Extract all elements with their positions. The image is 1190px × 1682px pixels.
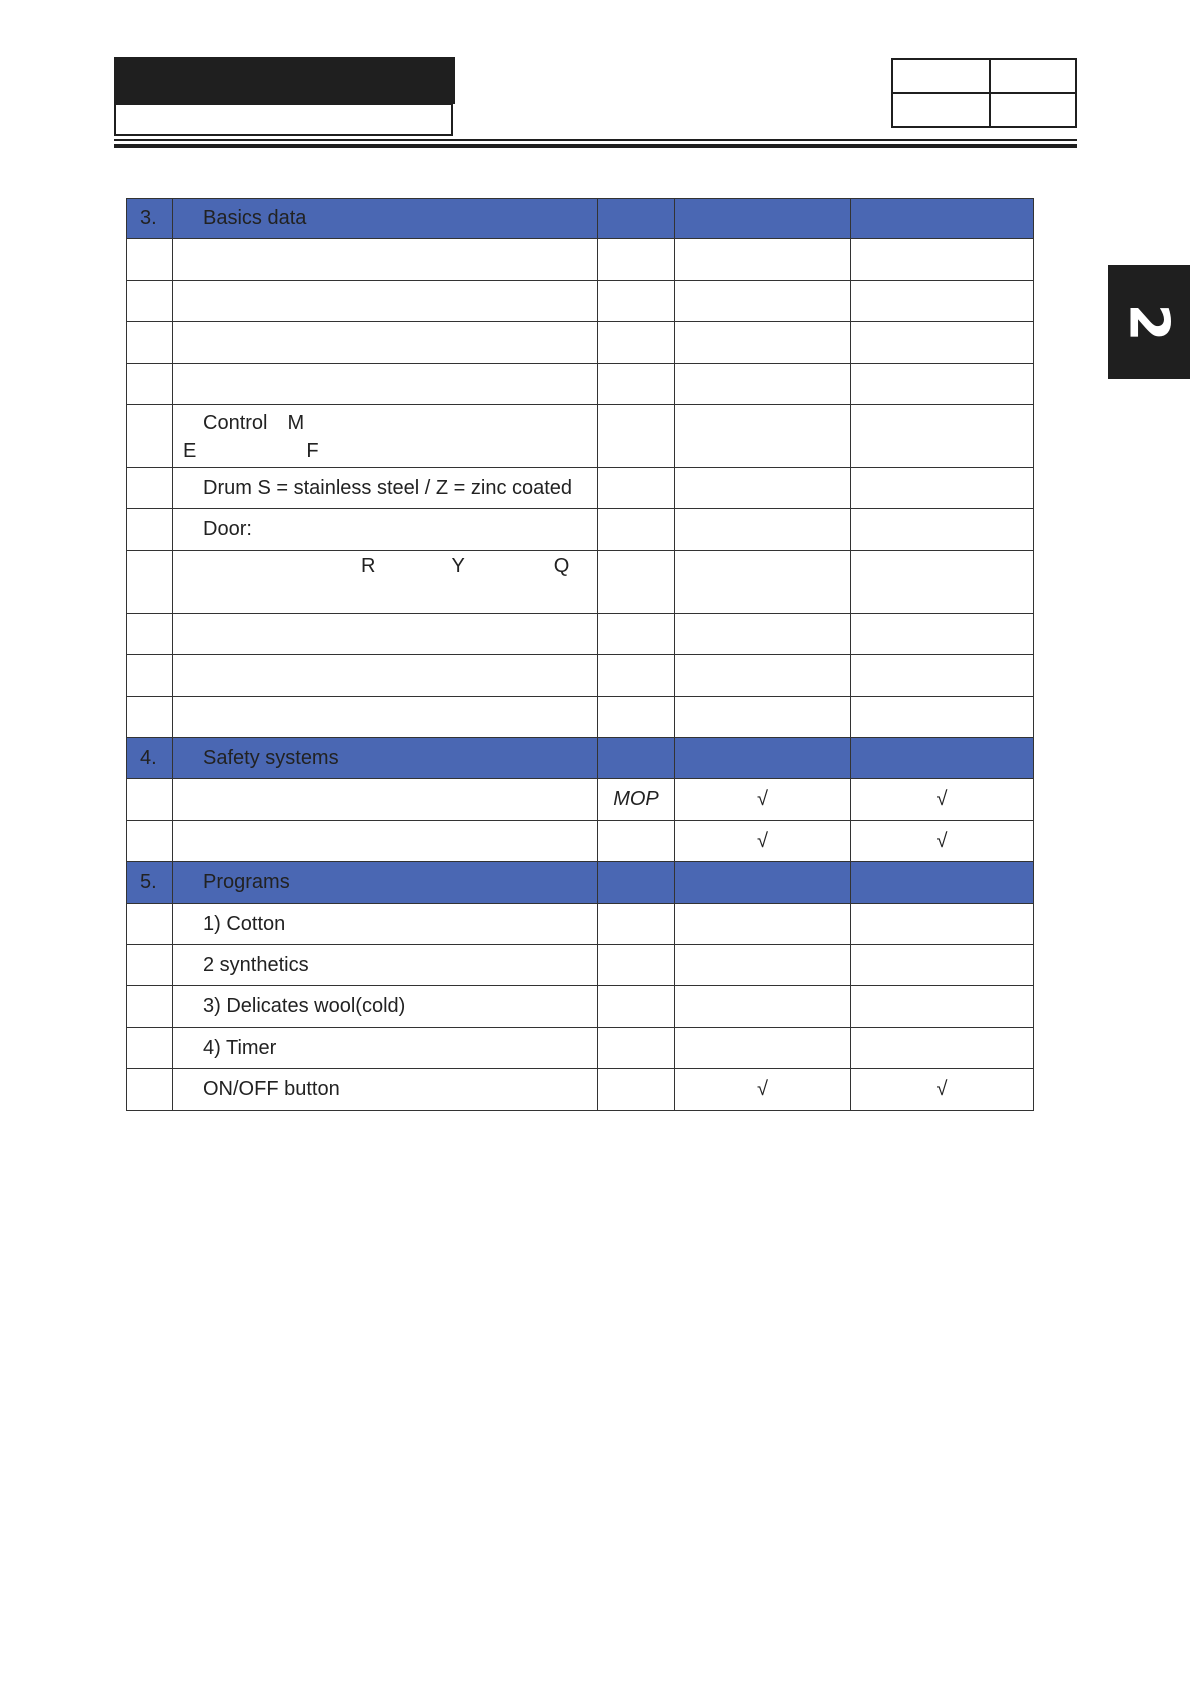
control-m: M [287,412,305,434]
control-label: Control [203,412,268,434]
table-row [127,697,1034,738]
table-row [127,1069,1034,1111]
check-mark: √ [675,779,851,821]
table-row [127,986,1034,1028]
table-row [127,779,1034,821]
program-cotton: 1) Cotton [173,904,598,945]
table-row [127,904,1034,945]
section-header-basics [127,199,1034,239]
control-e: E [183,440,197,462]
table-row [127,1028,1034,1069]
check-mark: √ [851,821,1034,862]
section-number: 4. [127,738,173,779]
chapter-number: 2 [1117,303,1181,341]
table-row [127,821,1034,862]
color-y: Y [451,555,465,577]
program-onoff: ON/OFF button [173,1069,598,1111]
drum-label: Drum S = stainless steel / Z = zinc coated [173,468,598,509]
section-number: 5. [127,862,173,904]
color-cell [173,551,598,614]
section-title: Programs [173,862,598,904]
program-synthetics: 2 synthetics [173,945,598,986]
table-row-control [127,405,1034,468]
header-black-bar [114,57,455,104]
door-label: Door: [173,509,598,551]
chapter-tab [1108,265,1190,379]
table-row [127,945,1034,986]
header-white-box [114,103,453,136]
color-q: Q [553,555,570,577]
section-title: Basics data [173,199,598,239]
section-title: Safety systems [173,738,598,779]
corner-cell [990,93,1076,127]
control-f: F [306,440,319,462]
header-rule-thin [114,139,1077,141]
table-row [127,614,1034,655]
table-row [127,364,1034,405]
section-header-programs [127,862,1034,904]
corner-cell [892,93,990,127]
program-timer: 4) Timer [173,1028,598,1069]
table-row [127,239,1034,281]
corner-cell [892,59,990,93]
table-row [127,509,1034,551]
table-row-colors [127,551,1034,614]
table-row [127,468,1034,509]
check-mark: √ [851,779,1034,821]
section-header-safety [127,738,1034,779]
color-r: R [361,555,376,577]
check-mark: √ [851,1069,1034,1111]
table-row [127,322,1034,364]
header-corner-grid [891,58,1077,128]
section-number: 3. [127,199,173,239]
safety-code: MOP [598,779,675,821]
spec-table [126,198,1034,1111]
header-rule-thick [114,144,1077,148]
check-mark: √ [675,821,851,862]
table-row [127,655,1034,697]
corner-cell [990,59,1076,93]
control-cell [173,405,598,468]
table-row [127,281,1034,322]
check-mark: √ [675,1069,851,1111]
program-delicates: 3) Delicates wool(cold) [173,986,598,1028]
